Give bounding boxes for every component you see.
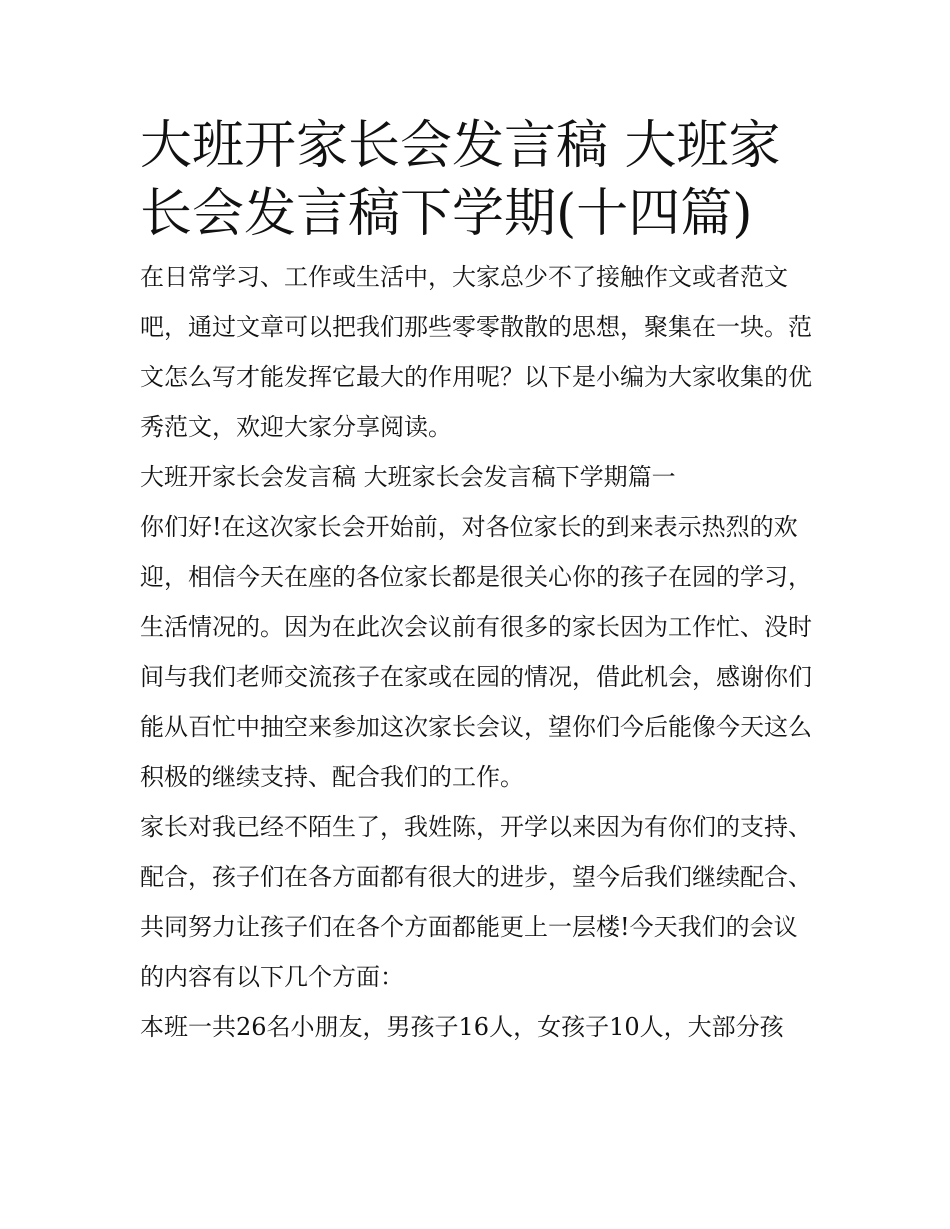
document-body — [140, 112, 820, 1052]
intro-paragraph: 在日常学习、工作或生活中，大家总少不了接触作文或者范文吧，通过文章可以把我们那些零零散散的思想，聚集在一块。范文怎么写才能发挥它最大的作用呢？以下是小编为大家收集的优秀范文，欢迎大家分享阅读。 — [140, 263, 812, 441]
body-paragraph: 家长对我已经不陌生了，我姓陈，开学以来因为有你们的支持、配合，孩子们在各方面都有很大的进步，望今后我们继续配合、共同努力让孩子们在各个方面都能更上一层楼!今天我们的会议的内容有以下几个方面： — [140, 813, 812, 991]
section-heading: 大班开家长会发言稿 大班家长会发言稿下学期篇一 — [140, 463, 676, 491]
body-paragraph: 你们好!在这次家长会开始前，对各位家长的到来表示热烈的欢迎，相信今天在座的各位家长都是很关心你的孩子在园的学习，生活情况的。因为在此次会议前有很多的家长因为工作忙、没时间与我们老师交流孩子在家或在园的情况，借此机会，感谢你们能从百忙中抽空来参加这次家长会议，望你们今后能像今天这么积极的继续支持、配合我们的工作。 — [140, 513, 812, 791]
document-title: 大班开家长会发言稿 大班家长会发言稿下学期(十四篇) — [140, 116, 781, 244]
body-paragraph: 本班一共26名小朋友，男孩子16人，女孩子10人，大部分孩 — [140, 1013, 784, 1041]
